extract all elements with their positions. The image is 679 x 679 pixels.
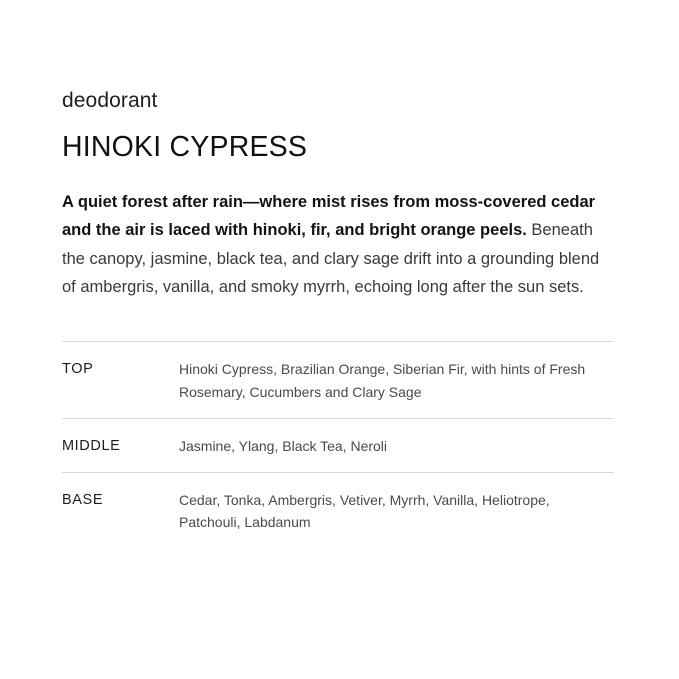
product-description bbox=[62, 188, 614, 302]
note-label-middle: MIDDLE bbox=[62, 437, 121, 454]
note-value-base: Cedar, Tonka, Ambergris, Vetiver, Myrrh, Vanilla, Heliotrope, Patchouli, Labdanum bbox=[179, 491, 550, 531]
note-value-middle: Jasmine, Ylang, Black Tea, Neroli bbox=[179, 437, 388, 454]
description-rest: Beneath the canopy, jasmine, black tea, and clary sage drift into a grounding blend of ambergris, vanilla, and smoky myrrh, echoing long after the sun sets. bbox=[62, 221, 600, 297]
table-row bbox=[62, 418, 614, 472]
table-row bbox=[62, 472, 614, 548]
page-title: HINOKI CYPRESS bbox=[62, 131, 308, 164]
fragrance-notes-table bbox=[62, 341, 614, 547]
note-label-base: BASE bbox=[62, 491, 104, 508]
note-label-top: TOP bbox=[62, 361, 94, 378]
product-category: deodorant bbox=[62, 89, 158, 112]
table-row bbox=[62, 341, 614, 417]
description-lead: A quiet forest after rain—where mist rises from moss-covered cedar and the air is laced with hinoki, fir, and bright orange peels. bbox=[62, 192, 596, 240]
note-value-top: Hinoki Cypress, Brazilian Orange, Siberian Fir, with hints of Fresh Rosemary, Cucumbers and Clary Sage bbox=[179, 361, 586, 401]
